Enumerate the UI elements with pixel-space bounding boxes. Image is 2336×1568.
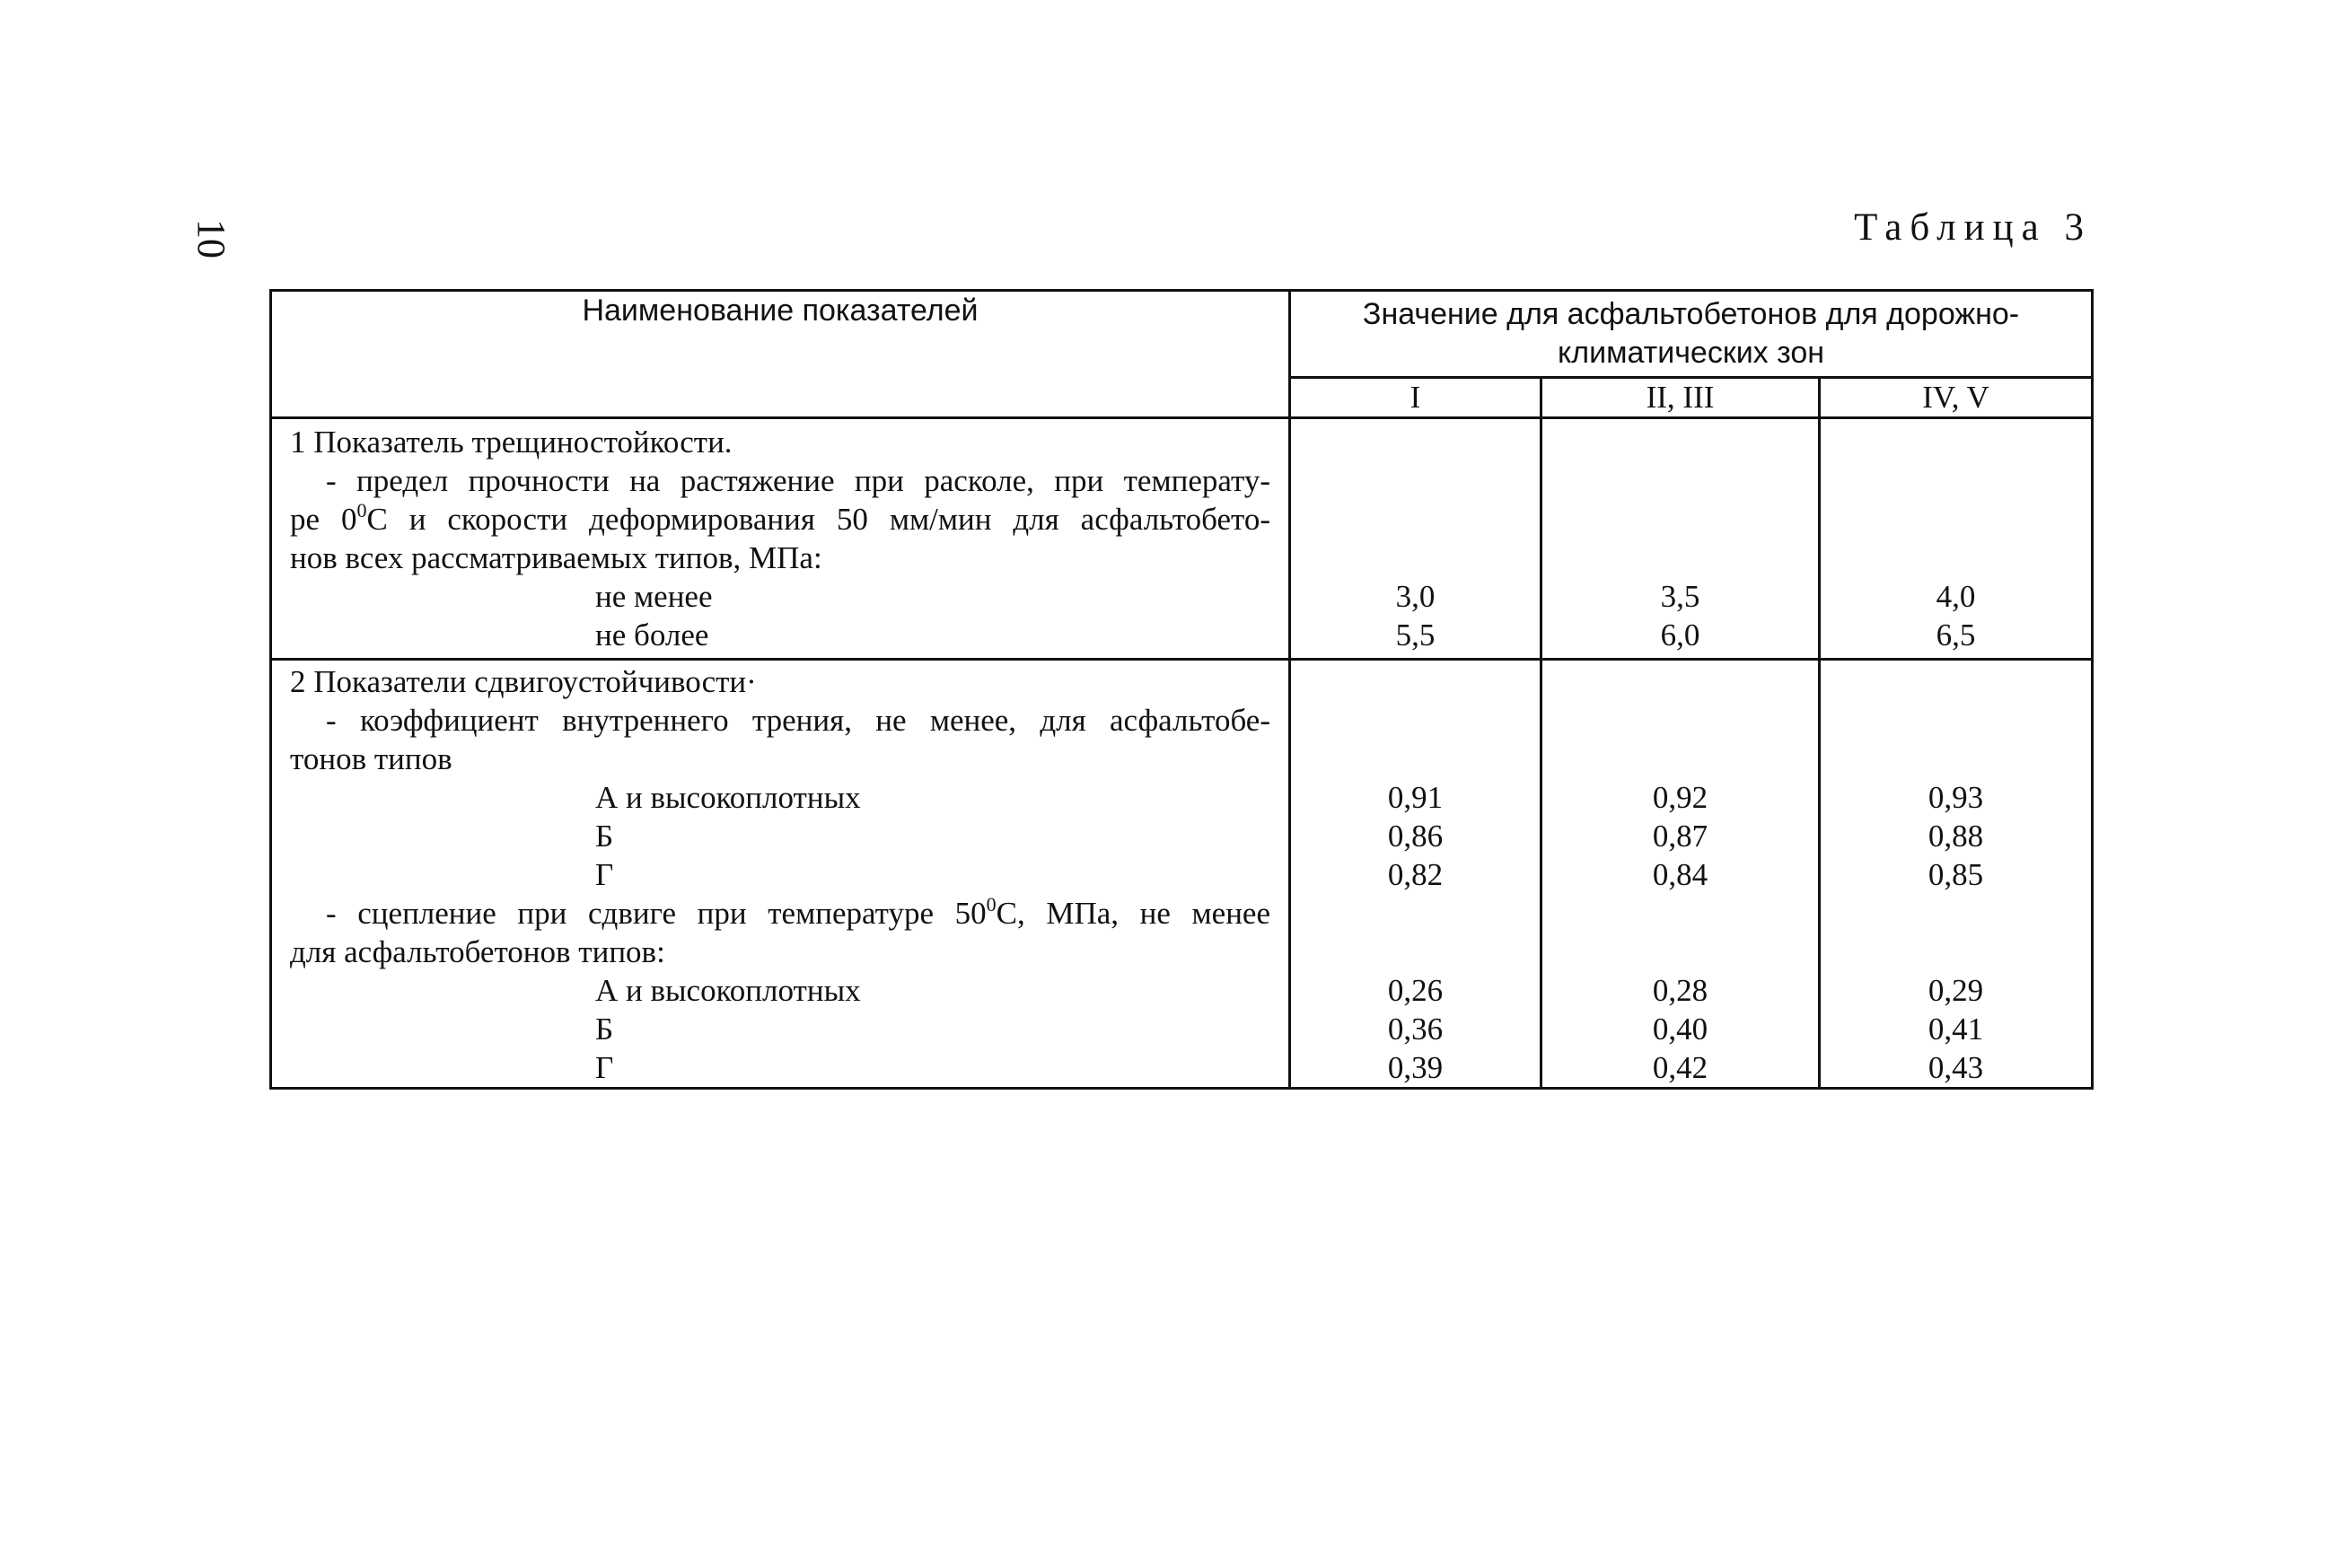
table-cell: 5,5 xyxy=(1395,618,1436,653)
section2-zone2-values xyxy=(1541,660,1820,1089)
table-cell: 0,82 xyxy=(1387,857,1444,892)
table-cell: 0,92 xyxy=(1652,780,1708,815)
section2-friction-line1: - коэффициент внутреннего трения, не менее, для асфальтобе- xyxy=(326,703,1270,738)
section2-cohesion-label: А и высокоплотных xyxy=(595,973,861,1008)
table-cell: 0,86 xyxy=(1387,819,1444,854)
section1-description xyxy=(271,418,1290,660)
table-cell: 0,36 xyxy=(1387,1012,1444,1047)
table-cell: 0,87 xyxy=(1652,819,1708,854)
section2-friction-label: Б xyxy=(595,819,614,854)
header-zone-1: I xyxy=(1290,378,1541,418)
section2-friction-label: Г xyxy=(595,857,614,892)
table-title: Таблица 3 xyxy=(1854,206,2092,249)
table-cell: 0,85 xyxy=(1928,857,1984,892)
section1-desc-line3: нов всех рассматриваемых типов, МПа: xyxy=(290,540,822,575)
header-zone-3: IV, V xyxy=(1820,378,2093,418)
table-cell: 0,43 xyxy=(1928,1050,1984,1085)
table-cell: 3,0 xyxy=(1395,579,1436,614)
section2-zone3-values xyxy=(1820,660,2093,1089)
table-cell: 0,42 xyxy=(1652,1050,1708,1085)
table-cell: 0,93 xyxy=(1928,780,1984,815)
page-number: 10 xyxy=(189,219,233,258)
section1-desc-line2: ре $0^0С$ и скорости деформирования 50 мм/мин для асфальтобето- xyxy=(290,500,1270,537)
table-cell: 0,88 xyxy=(1928,819,1984,854)
section1-zone1-values xyxy=(1290,418,1541,660)
section2-cohesion-line2: для асфальтобетонов типов: xyxy=(290,934,665,969)
header-value-group xyxy=(1290,291,2093,378)
section2-description xyxy=(271,660,1290,1089)
section2-title: 2 Показатели сдвигоустойчивости· xyxy=(290,664,757,699)
header-value-line1: Значение для асфальтобетонов для дорожно- xyxy=(1362,297,2020,331)
section-shear-resistance xyxy=(271,660,2093,1089)
table-cell: 6,0 xyxy=(1660,618,1700,653)
table-cell: 6,5 xyxy=(1936,618,1976,653)
header-indicator-name-text: Наименование показателей xyxy=(582,293,979,328)
table-cell: 0,26 xyxy=(1387,973,1444,1008)
section1-zone3-values xyxy=(1820,418,2093,660)
section2-cohesion-label: Г xyxy=(595,1050,614,1085)
table-cell: 4,0 xyxy=(1936,579,1976,614)
section2-cohesion-line1: - сцепление при сдвиге при температуре $50^0С$, МПа, не менее xyxy=(326,894,1270,931)
table-cell: 0,40 xyxy=(1652,1012,1708,1047)
header-indicator-name xyxy=(271,291,1290,418)
table-cell: 0,29 xyxy=(1928,973,1984,1008)
header-value-line2: климатических зон xyxy=(1558,336,1825,370)
table-cell: 0,41 xyxy=(1928,1012,1984,1047)
section-crack-resistance xyxy=(271,418,2093,660)
table-cell: 0,28 xyxy=(1652,973,1708,1008)
section2-zone1-values xyxy=(1290,660,1541,1089)
table-cell: 0,84 xyxy=(1652,857,1708,892)
section1-title: 1 Показатель трещиностойкости. xyxy=(290,425,733,460)
section2-friction-label: А и высокоплотных xyxy=(595,780,861,815)
data-table xyxy=(269,289,2094,1090)
header-zone-2: II, III xyxy=(1541,378,1820,418)
section1-desc-line1: - предел прочности на растяжение при расколе, при температу- xyxy=(326,463,1270,498)
section2-cohesion-label: Б xyxy=(595,1012,614,1047)
section1-zone2-values xyxy=(1541,418,1820,660)
section1-row-label: не более xyxy=(595,618,709,653)
table-cell: 0,39 xyxy=(1387,1050,1444,1085)
section2-friction-line2: тонов типов xyxy=(290,741,452,776)
table-cell: 3,5 xyxy=(1660,579,1700,614)
table-cell: 0,91 xyxy=(1387,780,1444,815)
section1-row-label: не менее xyxy=(595,579,713,614)
